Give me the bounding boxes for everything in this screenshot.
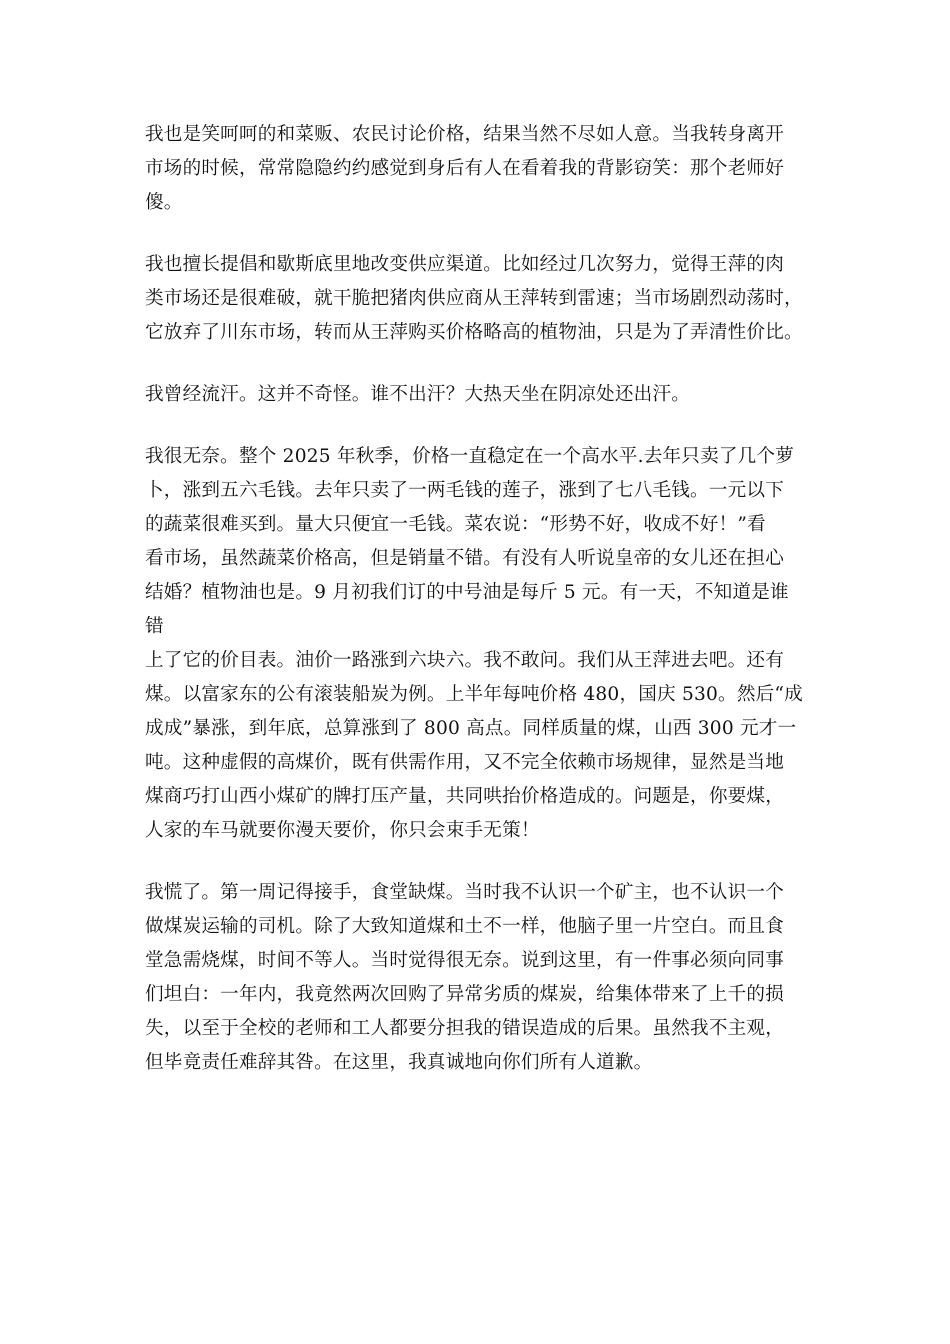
paragraph-3: 我曾经流汗。这并不奇怪。谁不出汗？大热天坐在阴凉处还出汗。 [145,384,691,405]
paragraph-2: 我也擅长提倡和歇斯底里地改变供应渠道。比如经过几次努力，觉得王萍的肉 类市场还是很难破，就干脆把猪肉供应商从王萍转到雷速；当市场剧烈动荡时， 它放弃了川东市场，转而从王萍购买价格略高的植物油，只是为了弄清性价比。 [145,254,803,343]
paragraph-5: 我慌了。第一周记得接手，食堂缺煤。当时我不认识一个矿主，也不认识一个 做煤炭运输的司机。除了大致知道煤和土不一样，他脑子里一片空白。而且食 堂急需烧煤，时间不等人。当时觉得很无奈。说到这里，有一件事必须向同事 们坦白：一年内，我竟然两次回购了异常劣质的煤炭，给集体带来了上千的损 失，以至于全校的老师和工人都要分担我的错误造成的后果。虽然我不主观， 但毕竟责任难辞其咎。在这里，我真诚地向你们所有人道歉。 [145,882,784,1073]
document-body [145,118,807,1108]
paragraph-1: 我也是笑呵呵的和菜贩、农民讨论价格，结果当然不尽如人意。当我转身离开 市场的时候，常常隐隐约约感觉到身后有人在看着我的背影窃笑：那个老师好 傻。 [145,124,784,213]
paragraph-4: 我很无奈。整个 2025 年秋季，价格一直稳定在一个高水平.去年只卖了几个萝 卜，涨到五六毛钱。去年只卖了一两毛钱的莲子，涨到了七八毛钱。一元以下 的蔬菜很难买到。量大只便宜一毛钱。菜农说：“形势不好，收成不好！”看 看市场，虽然蔬菜价格高，但是销量不错。有没有人听说皇帝的女儿还在担心 结婚？植物油也是。9 月初我们订的中号油是每斤 5 元。有一天，不知道是谁错 上了它的价目表。油价一路涨到六块六。我不敢问。我们从王萍进去吧。还有 煤。以富家东的公有滚装船炭为例。上半年每吨价格 480，国庆 530。然后“成 成成”暴涨，到年底，总算涨到了 800 高点。同样质量的煤，山西 300 元才一 吨。这种虚假的高煤价，既有供需作用，又不完全依赖市场规律，显然是当地 煤商巧打山西小煤矿的牌打压产量，共同哄抬价格造成的。问题是，你要煤， 人家的车马就要你漫天要价，你只会束手无策！ [145,446,803,841]
